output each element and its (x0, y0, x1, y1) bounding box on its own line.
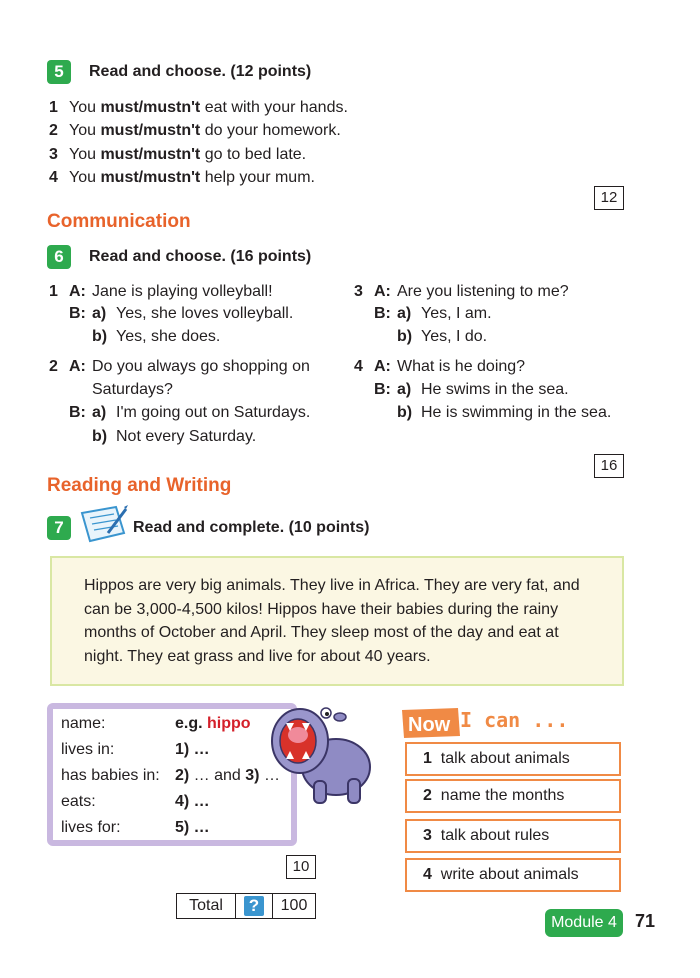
question-text: Are you listening to me? (397, 283, 569, 300)
now-badge (398, 706, 464, 740)
question-book-icon: ? (244, 896, 264, 916)
item-text: do your homework. (200, 122, 341, 139)
question-text: Do you always go shopping on (92, 358, 310, 375)
row-value: 4) … (175, 793, 210, 810)
ex6-q1-option-a (69, 305, 293, 323)
ex6-q4-question (354, 358, 525, 376)
option-letter: b) (92, 328, 108, 345)
can-do-item-4 (405, 858, 621, 892)
total-value: 100 (280, 897, 308, 914)
ex6-q1-question (49, 283, 273, 301)
ex5-item-3 (49, 146, 306, 164)
item-number: 3 (49, 146, 58, 163)
exercise-7-title: Read and complete. (10 points) (133, 519, 370, 536)
question-text: What is he doing? (397, 358, 526, 375)
ex6-q4-option-b (397, 404, 611, 422)
row-label: eats: (61, 793, 96, 810)
ex6-q2-option-a (69, 404, 310, 422)
passage-line: months of October and April. They sleep most of the day and eat at (84, 624, 559, 641)
ex6-q3-option-a (374, 305, 492, 323)
row-value: 2) … and 3) … (175, 767, 280, 784)
speaker-b: B: (69, 305, 86, 322)
option-letter: b) (92, 428, 108, 445)
hippo-fact-table (47, 703, 297, 846)
option-text: Yes, I am. (421, 305, 492, 322)
total-icon-cell (236, 894, 273, 918)
item-text: You (69, 99, 101, 116)
item-text: name the months (440, 787, 565, 804)
speaker-b: B: (69, 404, 86, 421)
reading-passage-box (50, 556, 624, 686)
can-do-item-3 (405, 819, 621, 853)
option-text: Yes, she does. (116, 328, 221, 345)
option-letter: a) (397, 305, 412, 322)
hippo-illustration (262, 695, 382, 815)
ex5-item-2 (49, 122, 341, 140)
speaker-b: B: (374, 381, 391, 398)
passage-line: night. They eat grass and live for about 40 years. (84, 647, 431, 665)
ex5-score-box: 12 (594, 186, 624, 210)
item-text: talk about animals (440, 750, 570, 767)
question-text: Jane is playing volleyball! (92, 283, 273, 300)
option-text: He is swimming in the sea. (421, 404, 612, 421)
item-choice: must/mustn't (100, 99, 201, 116)
option-text: He swims in the sea. (421, 381, 569, 398)
item-number: 3 (423, 827, 432, 844)
i-can-label: I can ... (460, 708, 569, 732)
exercise-7-number: 7 (47, 516, 71, 540)
can-do-item-2 (405, 779, 621, 813)
item-number: 1 (423, 750, 432, 767)
q-number: 2 (49, 358, 58, 375)
item-text: talk about rules (440, 827, 550, 844)
ex6-q2-question (49, 358, 310, 376)
item-number: 2 (423, 787, 432, 804)
item-text: eat with your hands. (200, 99, 348, 116)
speaker-a: A: (69, 283, 86, 300)
speaker-a: A: (374, 358, 391, 375)
speaker-a: A: (69, 358, 86, 375)
row-value: 5) … (175, 819, 210, 836)
row-label: lives for: (61, 819, 121, 836)
exercise-5-title: Read and choose. (12 points) (89, 63, 312, 80)
ex6-score-box: 16 (594, 454, 624, 478)
module-badge: Module 4 (545, 909, 623, 937)
option-text: Yes, I do. (421, 328, 488, 345)
writing-paper-icon (78, 503, 130, 543)
ex5-item-1 (49, 99, 348, 117)
item-text: You (69, 122, 101, 139)
option-letter: a) (397, 381, 412, 398)
exercise-6-title: Read and choose. (16 points) (89, 248, 312, 265)
speaker-a: A: (374, 283, 391, 300)
ex5-item-4 (49, 169, 315, 187)
item-choice: must/mustn't (100, 169, 201, 186)
ex6-q2-option-b (92, 428, 256, 446)
row-value: 1) … (175, 741, 210, 758)
ex6-q1-option-b (92, 328, 220, 346)
item-text: help your mum. (200, 169, 315, 186)
option-letter: a) (92, 404, 107, 421)
can-do-item-1 (405, 742, 621, 776)
item-number: 4 (49, 169, 58, 186)
item-number: 4 (423, 866, 432, 883)
item-choice: must/mustn't (100, 122, 201, 139)
ex6-q3-option-b (397, 328, 487, 346)
reading-writing-heading: Reading and Writing (47, 475, 232, 496)
q-number: 4 (354, 358, 363, 375)
item-text: go to bed late. (200, 146, 307, 163)
option-letter: b) (397, 404, 413, 421)
communication-heading: Communication (47, 211, 191, 232)
ex6-q3-question (354, 283, 569, 301)
ex7-score-box: 10 (286, 855, 316, 879)
option-text: Yes, she loves volleyball. (116, 305, 294, 322)
option-letter: a) (92, 305, 107, 322)
option-letter: b) (397, 328, 413, 345)
reading-passage (84, 574, 604, 668)
item-text: You (69, 146, 101, 163)
ex6-q2-question-cont: Saturdays? (92, 381, 173, 398)
option-text: Not every Saturday. (116, 428, 257, 445)
speaker-b: B: (374, 305, 391, 322)
now-label: Now (408, 714, 451, 736)
row-value: e.g. hippo (175, 715, 251, 732)
q-number: 3 (354, 283, 363, 300)
row-label: lives in: (61, 741, 115, 758)
item-text: You (69, 169, 101, 186)
exercise-5-number: 5 (47, 60, 71, 84)
ex6-q4-option-a (374, 381, 569, 399)
row-label: name: (61, 715, 106, 732)
q-number: 1 (49, 283, 58, 300)
option-text: I'm going out on Saturdays. (116, 404, 311, 421)
page-number: 71 (635, 911, 656, 931)
passage-line: can be 3,000-4,500 kilos! Hippos have their babies during the rainy (84, 600, 559, 618)
total-box (176, 893, 316, 919)
item-number: 2 (49, 122, 58, 139)
item-text: write about animals (440, 866, 579, 883)
item-number: 1 (49, 99, 58, 116)
exercise-6-number: 6 (47, 245, 71, 269)
item-choice: must/mustn't (100, 146, 201, 163)
total-label: Total (177, 894, 236, 918)
passage-line: Hippos are very big animals. They live in Africa. They are very fat, and (84, 577, 580, 594)
row-label: has babies in: (61, 767, 160, 784)
